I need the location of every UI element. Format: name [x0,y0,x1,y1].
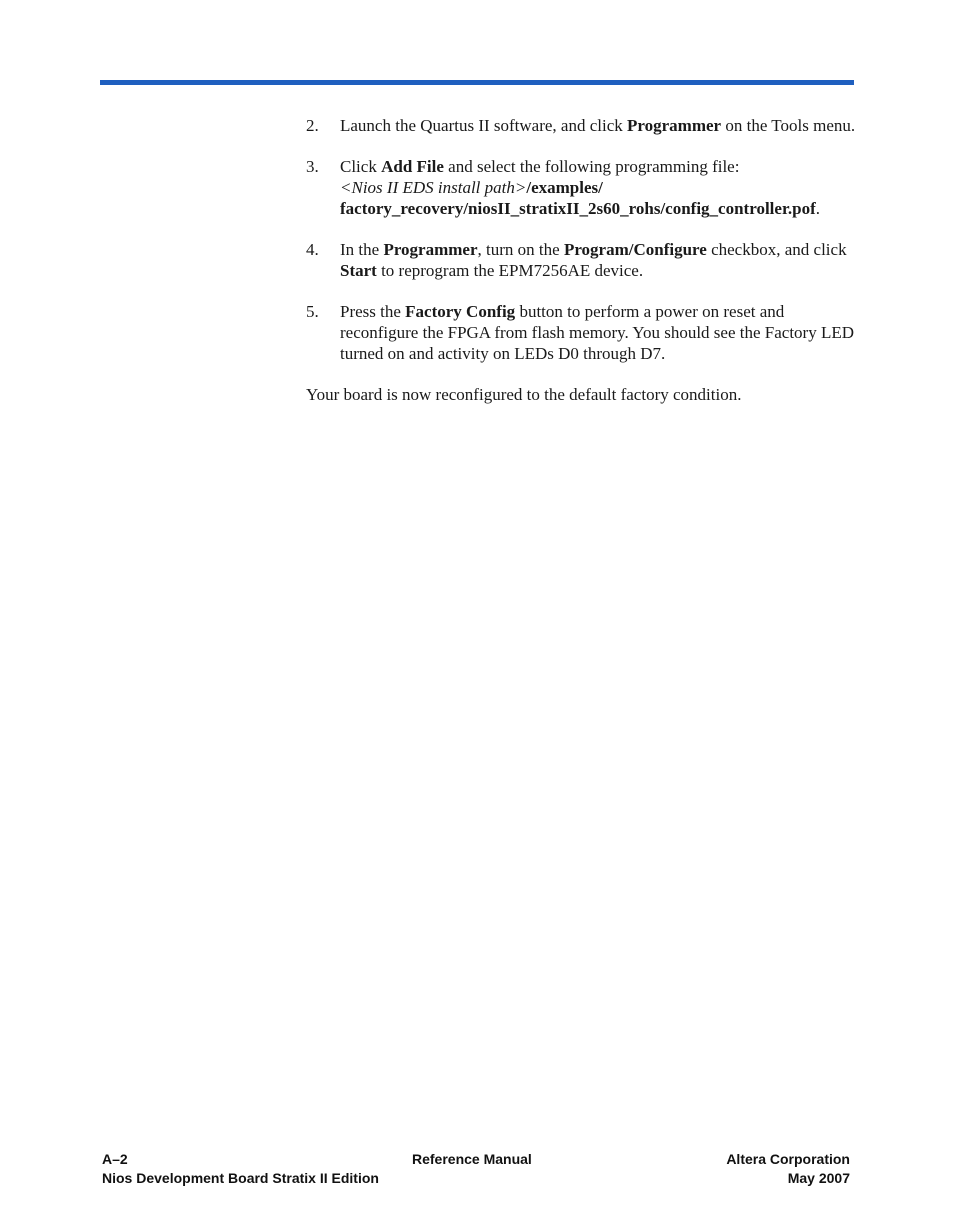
step-text-segment: . [815,199,821,218]
step-text [340,301,856,364]
install-path-placeholder: Nios II EDS install path [351,178,515,197]
footer-row-2 [102,1169,850,1188]
page-footer [102,1150,850,1188]
step-text-segment: on the Tools menu. [721,116,856,135]
step-4 [306,239,856,281]
step-text [340,239,856,281]
closing-paragraph: Your board is now reconfigured to the default factory condition. [306,385,742,404]
step-number: 4. [306,240,319,259]
path-bracket: > [514,178,527,197]
step-text-segment: Launch the Quartus II software, and click [340,116,627,135]
step-number: 3. [306,157,319,176]
step-text-segment: button to perform a power on reset and reconfigure the FPGA from flash memory. You should see the Factory LED turned on and activity on LEDs D0 through D7. [340,302,855,363]
step-text-segment: Click [340,157,382,176]
step-3 [306,156,856,219]
step-text-segment: to reprogram the EPM7256AE device. [376,261,644,280]
footer-row-1 [102,1150,850,1169]
step-line [340,156,856,177]
document-type: Reference Manual [412,1151,532,1167]
header-rule [100,80,854,85]
step-text-segment: and select the following programming file: [443,157,740,176]
step-text-segment: In the [340,240,384,259]
step-bold-term: Start [340,261,377,280]
file-path-segment: /examples/ [526,178,603,197]
step-text-segment: checkbox, and click [706,240,847,259]
step-bold-term: Factory Config [405,302,516,321]
publication-date: May 2007 [787,1170,850,1186]
step-number: 2. [306,116,319,135]
step-number: 5. [306,302,319,321]
step-bold-term: Programmer [383,240,478,259]
path-bracket: < [340,178,352,197]
step-text [340,156,856,219]
step-2 [306,115,856,136]
step-bold-term: Programmer [627,116,722,135]
file-path-segment: factory_recovery/niosII_stratixII_2s60_rohs/config_controller.pof [340,199,816,218]
company-name: Altera Corporation [726,1151,850,1167]
step-5 [306,301,856,364]
file-path-line [340,198,856,219]
step-text [340,115,856,136]
product-name: Nios Development Board Stratix II Edition [102,1170,379,1186]
step-text-segment: Press the [340,302,406,321]
file-path-line [340,177,856,198]
page-number: A–2 [102,1151,128,1167]
document-body [306,115,856,405]
step-bold-term: Program/Configure [563,240,707,259]
step-text-segment: , turn on the [477,240,564,259]
step-bold-term: Add File [381,157,444,176]
